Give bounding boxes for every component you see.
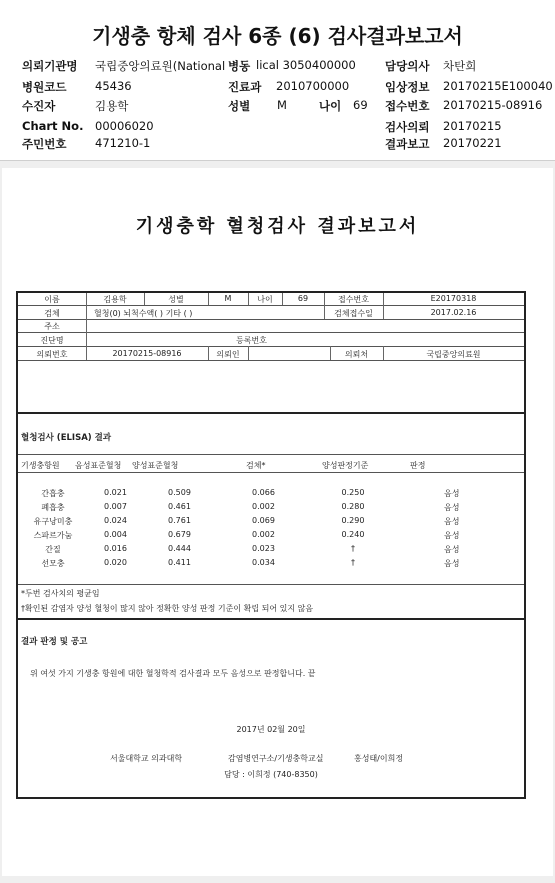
request-value: 20170215 <box>443 119 502 133</box>
table-row-antigen: 간질 <box>45 545 61 554</box>
report-date: 2017년 02월 20일 <box>236 725 306 734</box>
col-divider <box>248 346 249 360</box>
row-divider <box>18 360 524 361</box>
col-header-cutoff: 양성판정기준 <box>322 461 369 470</box>
conclusion-section-title: 결과 판정 및 공고 <box>21 637 88 647</box>
institute-name: 감염병연구소/기생충학교실 <box>228 754 324 763</box>
ward-label: 병동 <box>228 59 251 73</box>
name-value: 김용학 <box>103 295 127 304</box>
clinical-value: 20170215E100040 <box>443 79 553 93</box>
requester-org-value: 국립중앙의료원 <box>426 350 481 359</box>
report-title: 기생충 항체 검사 6종 (6) 검사결과보고서 <box>92 24 463 48</box>
registration-label: 등록번호 <box>236 336 267 345</box>
table-row-antigen: 유구낭미충 <box>33 517 73 526</box>
dept-label: 진료과 <box>228 80 262 94</box>
scanned-report-title: 기생충학 혈청검사 결과보고서 <box>135 216 420 237</box>
patient-label: 수진자 <box>22 99 56 113</box>
specimen-label: 검체 <box>44 309 60 318</box>
table-row-result: 음성 <box>444 531 460 540</box>
receipt-label: 접수번호 <box>385 99 430 113</box>
elisa-section-title: 혈청검사 (ELISA) 결과 <box>21 433 112 443</box>
signers: 홍성태/이희정 <box>354 754 404 763</box>
table-row-antigen: 간흡충 <box>41 489 65 498</box>
table-row-positive: 0.444 <box>168 544 191 553</box>
request-no-value: 20170215-08916 <box>112 349 182 358</box>
table-row-negative: 0.016 <box>104 544 127 553</box>
hospital-code-value: 45436 <box>95 79 132 93</box>
age-value: 69 <box>297 294 309 303</box>
section-divider <box>18 412 524 414</box>
col-header-sample: 검체* <box>246 461 266 470</box>
receipt-label: 접수번호 <box>338 295 369 304</box>
sex-label: 성별 <box>228 99 251 113</box>
table-row-antigen: 스파르가눔 <box>33 531 73 540</box>
age-value: 69 <box>353 98 368 112</box>
table-row-positive: 0.679 <box>168 530 191 539</box>
sex-value: M <box>277 98 287 112</box>
request-no-label: 의뢰번호 <box>36 350 68 359</box>
specimen-value: 혈청(0) 뇌척수액( ) 기타 ( ) <box>94 309 193 318</box>
footnote-cutoff: †확인된 감염자 양성 혈청이 많지 않아 정확한 양성 판정 기준이 확립 되어 있지 않음 <box>21 604 314 613</box>
footnote-average: *두번 검사치의 평균임 <box>21 589 100 598</box>
table-row-antigen: 선모충 <box>41 559 65 568</box>
col-header-result: 판정 <box>410 461 426 470</box>
table-row-cutoff: 0.250 <box>341 488 365 497</box>
receipt-value: E20170318 <box>430 294 477 303</box>
institution-value: 국립중앙의료원(National <box>95 59 226 73</box>
table-row-antigen: 폐흡충 <box>41 503 65 512</box>
report-header <box>0 0 555 161</box>
table-row-result: 음성 <box>444 517 460 526</box>
table-row-sample: 0.034 <box>252 558 275 567</box>
university-name: 서울대학교 의과대학 <box>110 754 183 763</box>
receipt-value: 20170215-08916 <box>443 98 543 112</box>
table-row-cutoff: † <box>351 558 355 567</box>
patient-value: 김용학 <box>95 99 129 113</box>
specimen-date-value: 2017.02.16 <box>430 308 477 317</box>
table-row-result: 음성 <box>444 559 460 568</box>
doctor-value: 차탄희 <box>443 59 477 73</box>
table-row-result: 음성 <box>444 545 460 554</box>
table-row-negative: 0.007 <box>104 502 127 511</box>
name-label: 이름 <box>44 295 60 304</box>
table-row-result: 음성 <box>444 503 460 512</box>
table-row-result: 음성 <box>444 489 460 498</box>
table-row-positive: 0.461 <box>168 502 191 511</box>
dept-value: 2010700000 <box>276 79 350 93</box>
requester-org-label: 의뢰처 <box>344 350 369 359</box>
ward-value: lical 3050400000 <box>256 58 356 72</box>
table-row-positive: 0.411 <box>168 558 191 567</box>
table-row-positive: 0.761 <box>168 516 191 525</box>
sex-label: 성별 <box>168 295 184 304</box>
table-row-sample: 0.002 <box>252 530 275 539</box>
col-header-negative: 음성표준혈청 <box>75 461 122 470</box>
diagnosis-label: 진단명 <box>40 336 64 345</box>
table-row-negative: 0.020 <box>104 558 127 567</box>
table-row-cutoff: 0.290 <box>341 516 365 525</box>
table-row-negative: 0.004 <box>104 530 127 539</box>
table-row-sample: 0.069 <box>252 516 275 525</box>
sex-value: M <box>224 294 232 303</box>
chart-label: Chart No. <box>22 119 84 133</box>
col-header-positive: 양성표준혈청 <box>132 461 179 470</box>
request-label: 검사의뢰 <box>385 120 430 134</box>
requester-label: 의뢰인 <box>216 350 240 359</box>
specimen-date-label: 검체접수일 <box>334 309 373 318</box>
table-row-sample: 0.023 <box>252 544 275 553</box>
col-header-antigen: 기생충항원 <box>21 461 60 470</box>
report-date-label: 결과보고 <box>385 137 430 151</box>
resident-value: 471210-1 <box>95 136 151 150</box>
report-form <box>16 291 526 799</box>
table-row-cutoff: 0.240 <box>341 530 365 539</box>
section-divider <box>18 618 524 620</box>
contact-info: 담당 : 이희정 (740-8350) <box>224 770 318 779</box>
row-divider <box>18 332 524 333</box>
row-divider <box>18 346 524 347</box>
table-row-positive: 0.509 <box>168 488 191 497</box>
table-row-cutoff: 0.280 <box>341 502 365 511</box>
conclusion-text: 위 여섯 가지 기생충 항원에 대한 혈청학적 검사결과 모두 음성으로 판정합니다. 끝 <box>30 669 316 678</box>
chart-value: 00006020 <box>95 119 154 133</box>
row-divider <box>18 319 524 320</box>
institution-label: 의뢰기관명 <box>22 59 78 73</box>
age-label: 나이 <box>257 295 273 304</box>
hospital-code-label: 병원코드 <box>22 80 67 94</box>
table-row-sample: 0.066 <box>252 488 275 497</box>
table-row-negative: 0.024 <box>104 516 127 525</box>
resident-label: 주민번호 <box>22 137 67 151</box>
age-label: 나이 <box>319 99 342 113</box>
table-row-negative: 0.021 <box>104 488 127 497</box>
table-row-cutoff: † <box>351 544 355 553</box>
scanned-report <box>2 168 553 876</box>
table-row-sample: 0.002 <box>252 502 275 511</box>
row-divider <box>18 472 524 473</box>
row-divider <box>18 305 524 306</box>
section-divider <box>18 454 524 455</box>
section-divider <box>18 584 524 585</box>
doctor-label: 담당의사 <box>385 59 430 73</box>
clinical-label: 임상정보 <box>385 80 430 94</box>
report-date-value: 20170221 <box>443 136 502 150</box>
address-label: 주소 <box>44 322 60 331</box>
